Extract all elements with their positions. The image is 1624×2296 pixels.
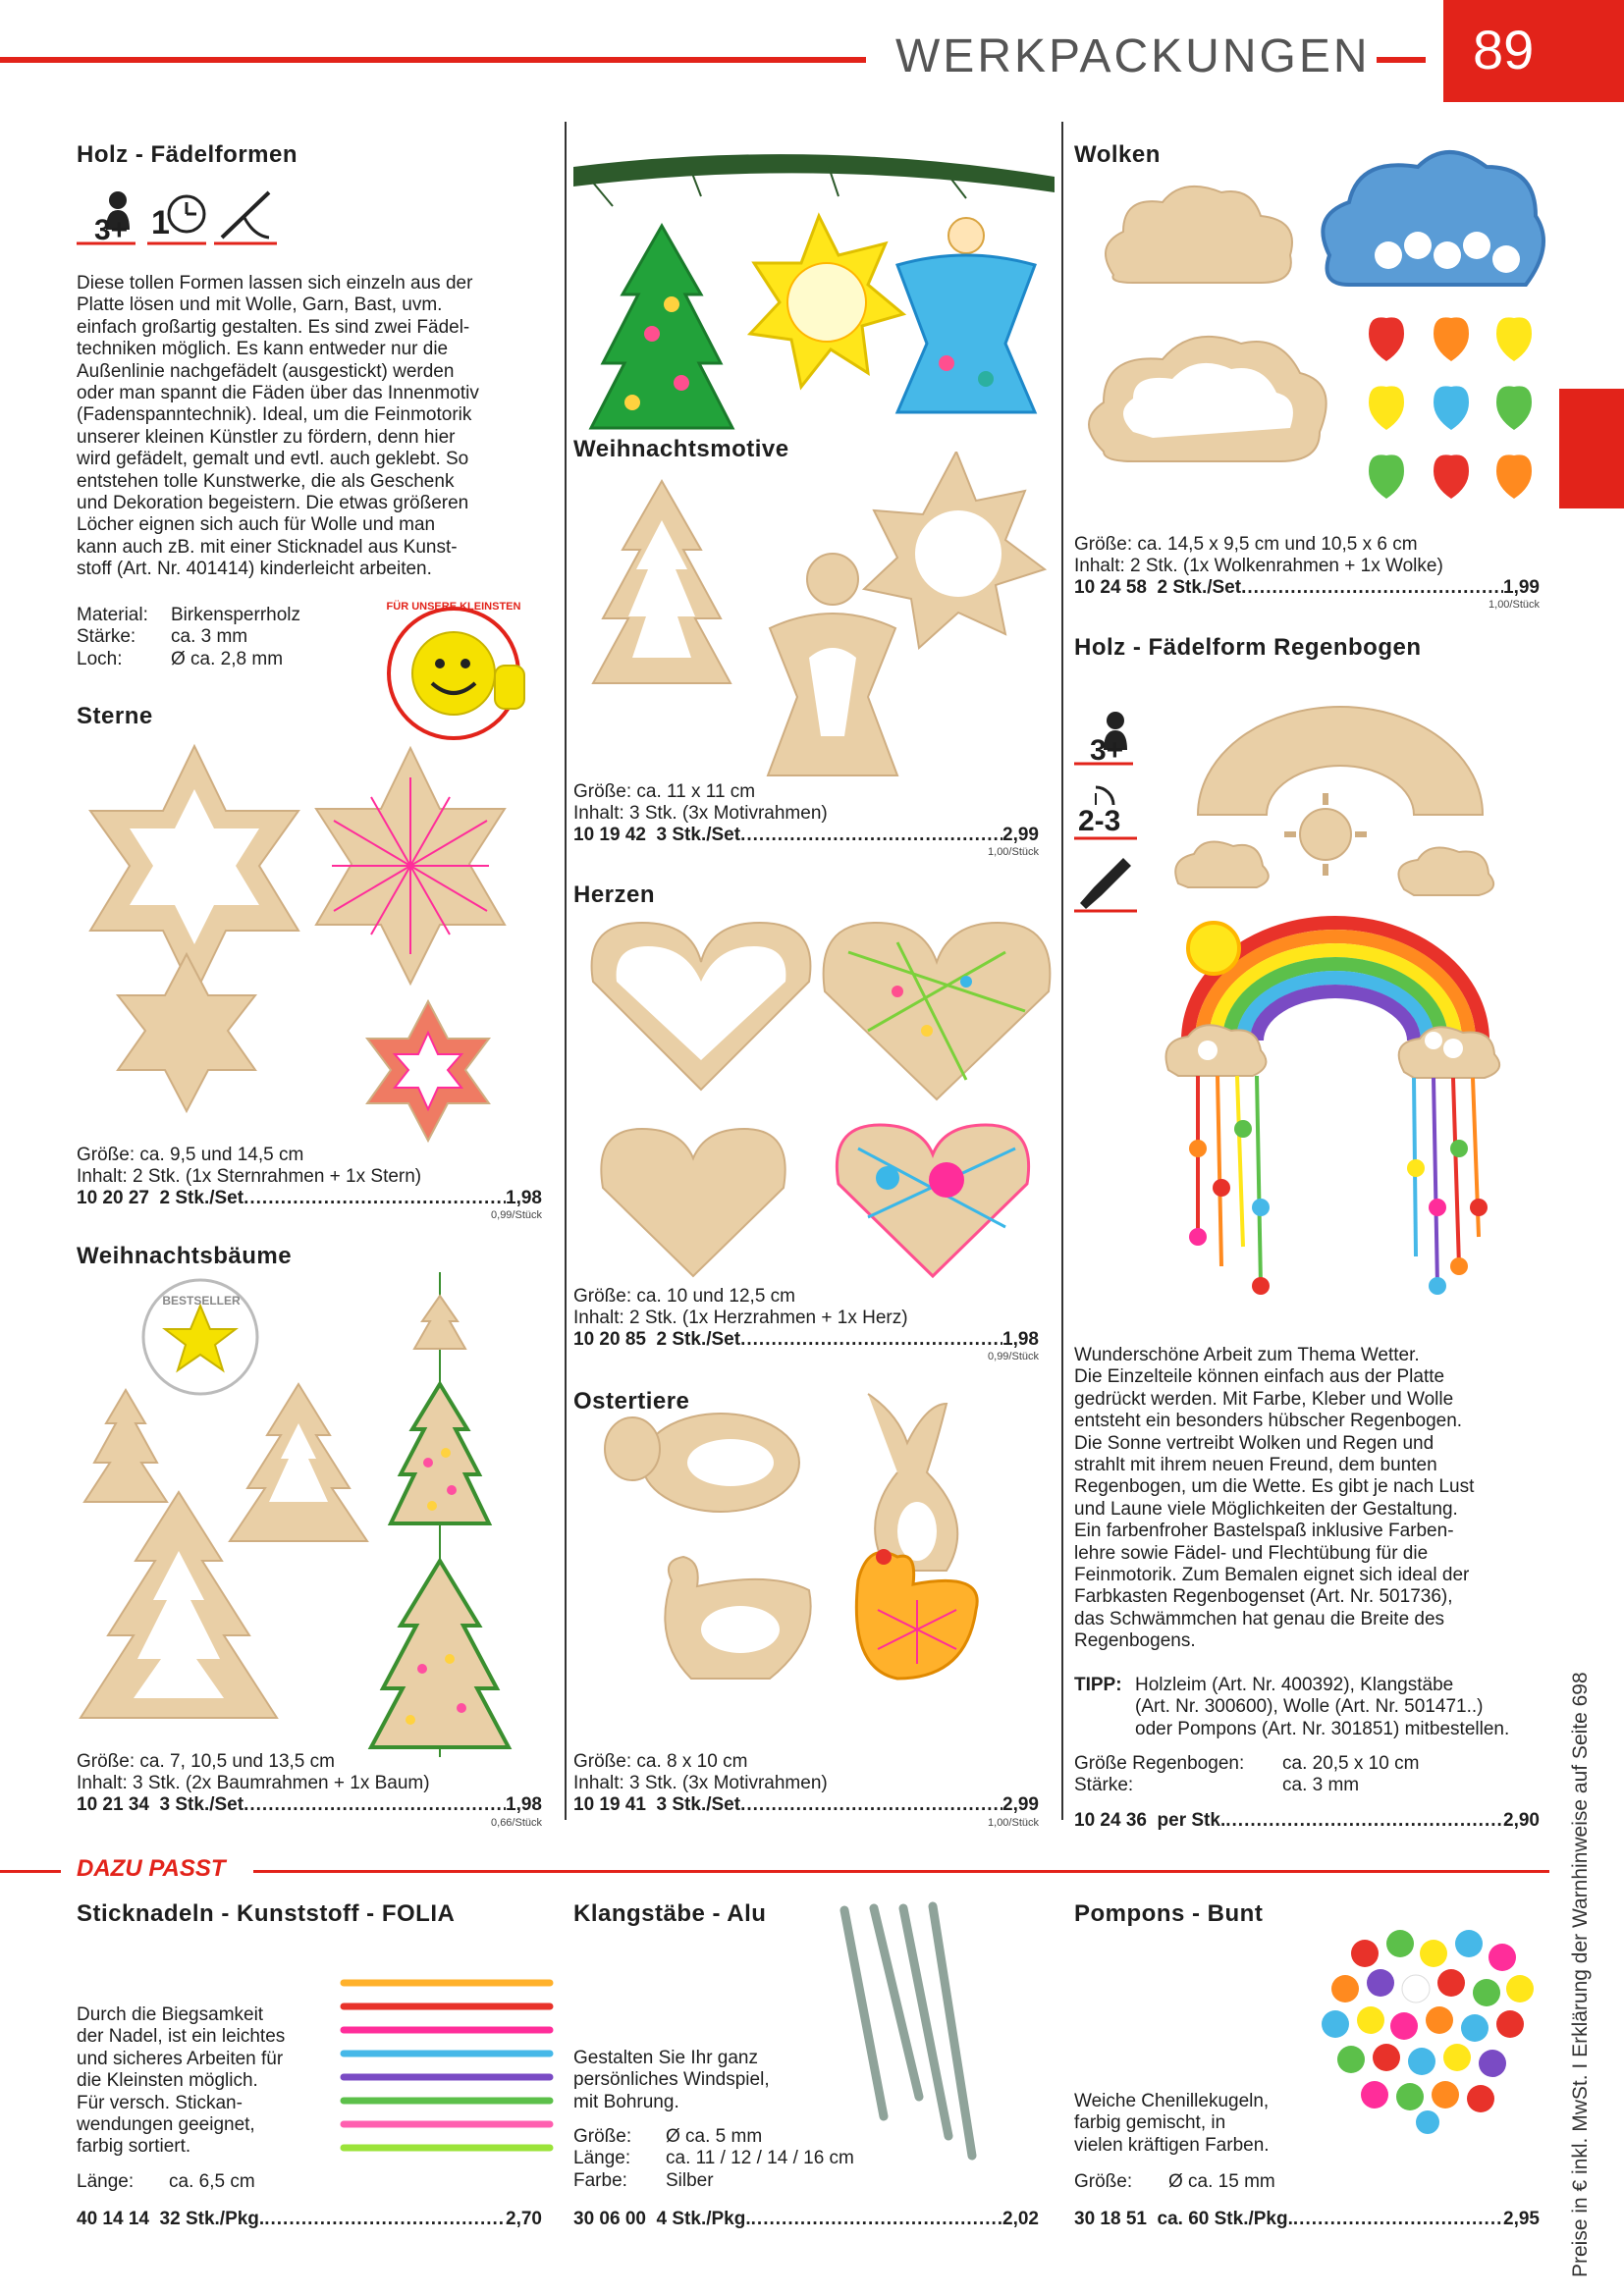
spec-list: Größe Regenbogen: ca. 20,5 x 10 cm Stärke: ca. 3 mm: [1074, 1753, 1420, 1796]
clock-icon: [147, 187, 206, 249]
article-number: 10 19 41: [573, 1794, 646, 1815]
spec-list: Material: Birkensperrholz Stärke: ca. 3 mm Loch: Ø ca. 2,8 mm: [77, 605, 300, 669]
order-line: 10 20 85 2 Stk./Set ..... 1,98: [573, 1329, 1039, 1351]
price: 2,99: [1002, 825, 1039, 845]
section-title: Weihnachtsbäume: [77, 1243, 293, 1269]
dazu-rule-left: [0, 1870, 61, 1873]
order-line: 10 24 58 2 Stk./Set ..... 1,99: [1074, 577, 1540, 599]
article-number: 10 20 27: [77, 1188, 149, 1208]
time-label: 1: [151, 204, 170, 241]
section-title: Wolken: [1074, 141, 1161, 168]
needle-icon: [214, 187, 277, 249]
hearts-image: [573, 913, 1055, 1296]
price: 2,02: [1002, 2209, 1039, 2229]
spec-list: Größe: Ø ca. 15 mm: [1074, 2171, 1275, 2192]
article-number: 10 20 85: [573, 1329, 646, 1350]
needles-image: [334, 1973, 560, 2160]
price: 2,90: [1503, 1810, 1540, 1831]
article-number: 30 18 51: [1074, 2209, 1147, 2229]
christmas-hanging-image: [573, 147, 1055, 432]
product-description: Gestalten Sie Ihr ganz persönliches Windspiel, mit Bohrung.: [573, 2048, 770, 2112]
dazu-passt-label: DAZU PASST: [77, 1855, 226, 1882]
time-label: 2-3: [1078, 805, 1121, 837]
order-line: 10 19 41 3 Stk./Set ..... 2,99: [573, 1794, 1039, 1816]
age-label: 3+: [94, 214, 129, 246]
rainbow-parts-image: [1168, 687, 1512, 903]
price: 1,98: [506, 1188, 542, 1208]
unit-price: 1,00/Stück: [988, 1817, 1039, 1829]
product-description: Wunderschöne Arbeit zum Thema Wetter. Die Einzelteile können einfach aus der Platte gedrückt werden. Mit Farbe, Kleber und Wolle entsteht ein besonders hübscher Regenbogen. Die Sonne vertreibt Wolken und Regen und strahlt mit ihrem neuen Freund, dem bunten Regenbogen, um die Wette. Es gibt je nach Lust und Laune viele Möglichkeiten der Gestaltung. Ein farbenfroher Bastelspaß inklusive Farben- lehre sowie Fädel- und Flechtübung für die Feinmotorik. Zum Bemalen eignet sich ideal der Farbkasten Regenbogenset (Art. Nr. 501736), das Schwämmchen hat genau die Breite des Regenbogens.: [1074, 1345, 1475, 1652]
side-note: Preise in € inkl. MwSt. I Erklärung der Warnhinweise auf Seite 698: [1569, 1672, 1592, 2277]
smiley-badge: [385, 603, 542, 740]
section-title: Pompons - Bunt: [1074, 1900, 1264, 1927]
order-line: 30 18 51 ca. 60 Stk./Pkg. ..... 2,95: [1074, 2209, 1540, 2230]
rainbow-finished-image: [1159, 913, 1512, 1315]
price: 1,98: [506, 1794, 542, 1815]
christmas-motifs-image: [573, 452, 1055, 785]
order-line: 10 20 27 2 Stk./Set ..... 1,98: [77, 1188, 542, 1209]
order-line: 10 19 42 3 Stk./Set ..... 2,99: [573, 825, 1039, 846]
unit-price: 0,66/Stück: [491, 1817, 542, 1829]
price: 2,99: [1002, 1794, 1039, 1815]
spec-list: Länge: ca. 6,5 cm: [77, 2171, 255, 2192]
age-label: 3+: [1090, 734, 1124, 767]
product-info: Größe: ca. 7, 10,5 und 13,5 cm Inhalt: 3 Stk. (2x Baumrahmen + 1x Baum): [77, 1751, 430, 1794]
header-rule-right: [1377, 57, 1426, 63]
product-description: Weiche Chenillekugeln, farbig gemischt, in vielen kräftigen Farben.: [1074, 2091, 1270, 2156]
product-info: Größe: ca. 11 x 11 cm Inhalt: 3 Stk. (3x Motivrahmen): [573, 781, 828, 825]
section-title: Weihnachtsmotive: [573, 436, 789, 462]
price: 1,99: [1503, 577, 1540, 598]
badge-text: FÜR UNSERE KLEINSTEN: [386, 601, 521, 613]
section-title: Holz - Fädelform Regenbogen: [1074, 634, 1422, 661]
clock-icon: [1074, 781, 1137, 844]
product-description: Durch die Biegsamkeit der Nadel, ist ein leichtes und sicheres Arbeiten für die Kleinsten möglich. Für versch. Stickan- wendungen geeignet, farbig sortiert.: [77, 2004, 286, 2158]
glue-icon: [1074, 852, 1137, 915]
dazu-rule-right: [253, 1870, 1549, 1873]
unit-price: 0,99/Stück: [491, 1209, 542, 1221]
product-info: Größe: ca. 10 und 12,5 cm Inhalt: 2 Stk. (1x Herzrahmen + 1x Herz): [573, 1286, 908, 1329]
easter-animals-image: [573, 1384, 1055, 1747]
article-number: 10 24 36: [1074, 1810, 1147, 1831]
article-number: 10 24 58: [1074, 577, 1147, 598]
section-title: Sterne: [77, 703, 153, 729]
article-number: 10 19 42: [573, 825, 646, 845]
column-divider: [1061, 122, 1063, 1820]
column-divider: [565, 122, 567, 1820]
order-line: 10 21 34 3 Stk./Set ..... 1,98: [77, 1794, 542, 1816]
page-number: 89: [1473, 19, 1535, 80]
order-line: 30 06 00 4 Stk./Pkg. ..... 2,02: [573, 2209, 1039, 2230]
clouds-image: [1074, 137, 1555, 530]
side-tab: [1559, 389, 1624, 508]
product-info: Größe: ca. 8 x 10 cm Inhalt: 3 Stk. (3x Motivrahmen): [573, 1751, 828, 1794]
age-icon: [1074, 707, 1133, 770]
section-title: Ostertiere: [573, 1388, 690, 1415]
section-title: Herzen: [573, 881, 656, 908]
product-description: Diese tollen Formen lassen sich einzeln aus der Platte lösen und mit Wolle, Garn, Bast, uvm. einfach großartig gestalten. Es sind zwei Fädel- techniken möglich. Es kann entweder nur die Außenlinie nachgefädelt (ausgestickt) werden oder man spannt die Fäden über das Innenmotiv (Fadenspanntechnik). Ideal, um die Feinmotorik unserer kleinen Künstler zu fördern, denn hier wird gefädelt, gemalt und evtl. auch geklebt. So entstehen tolle Kunstwerke, die als Geschenk und Dekoration begeistern. Die etwas größeren Löcher eignen sich auch für Wolle und man kann auch zB. mit einer Sticknadel aus Kunst- stoff (Art. Nr. 401414) kinderleicht arbeiten.: [77, 273, 479, 580]
article-number: 40 14 14: [77, 2209, 149, 2229]
order-line: 10 24 36 per Stk. ..... 2,90: [1074, 1810, 1540, 1832]
price: 1,98: [1002, 1329, 1039, 1350]
section-title: Holz - Fädelformen: [77, 141, 298, 168]
tip-text: TIPP: Holzleim (Art. Nr. 400392), Klangstäbe (Art. Nr. 300600), Wolle (Art. Nr. 501471..) oder Pompons (Art. Nr. 301851) mitbestellen.: [1074, 1675, 1510, 1739]
order-line: 40 14 14 32 Stk./Pkg. ..... 2,70: [77, 2209, 542, 2230]
price: 2,70: [506, 2209, 542, 2229]
header-title: WERKPACKUNGEN: [895, 30, 1371, 82]
header-rule-left: [0, 57, 866, 63]
page-number-tab: [1443, 0, 1624, 102]
stars-image: [77, 738, 558, 1145]
spec-list: Größe: Ø ca. 5 mm Länge: ca. 11 / 12 / 14 / 16 cm Farbe: Silber: [573, 2126, 854, 2191]
unit-price: 1,00/Stück: [1489, 599, 1540, 611]
product-info: Größe: ca. 14,5 x 9,5 cm und 10,5 x 6 cm Inhalt: 2 Stk. (1x Wolkenrahmen + 1x Wolke): [1074, 534, 1443, 577]
age-icon: [77, 187, 135, 249]
section-title: Sticknadeln - Kunststoff - FOLIA: [77, 1900, 456, 1927]
unit-price: 0,99/Stück: [988, 1351, 1039, 1362]
product-info: Größe: ca. 9,5 und 14,5 cm Inhalt: 2 Stk. (1x Sternrahmen + 1x Stern): [77, 1145, 422, 1188]
price: 2,95: [1503, 2209, 1540, 2229]
article-number: 30 06 00: [573, 2209, 646, 2229]
section-title: Klangstäbe - Alu: [573, 1900, 767, 1927]
bestseller-badge-text: BESTSELLER: [162, 1294, 241, 1308]
article-number: 10 21 34: [77, 1794, 149, 1815]
unit-price: 1,00/Stück: [988, 846, 1039, 858]
trees-image: [77, 1266, 558, 1757]
